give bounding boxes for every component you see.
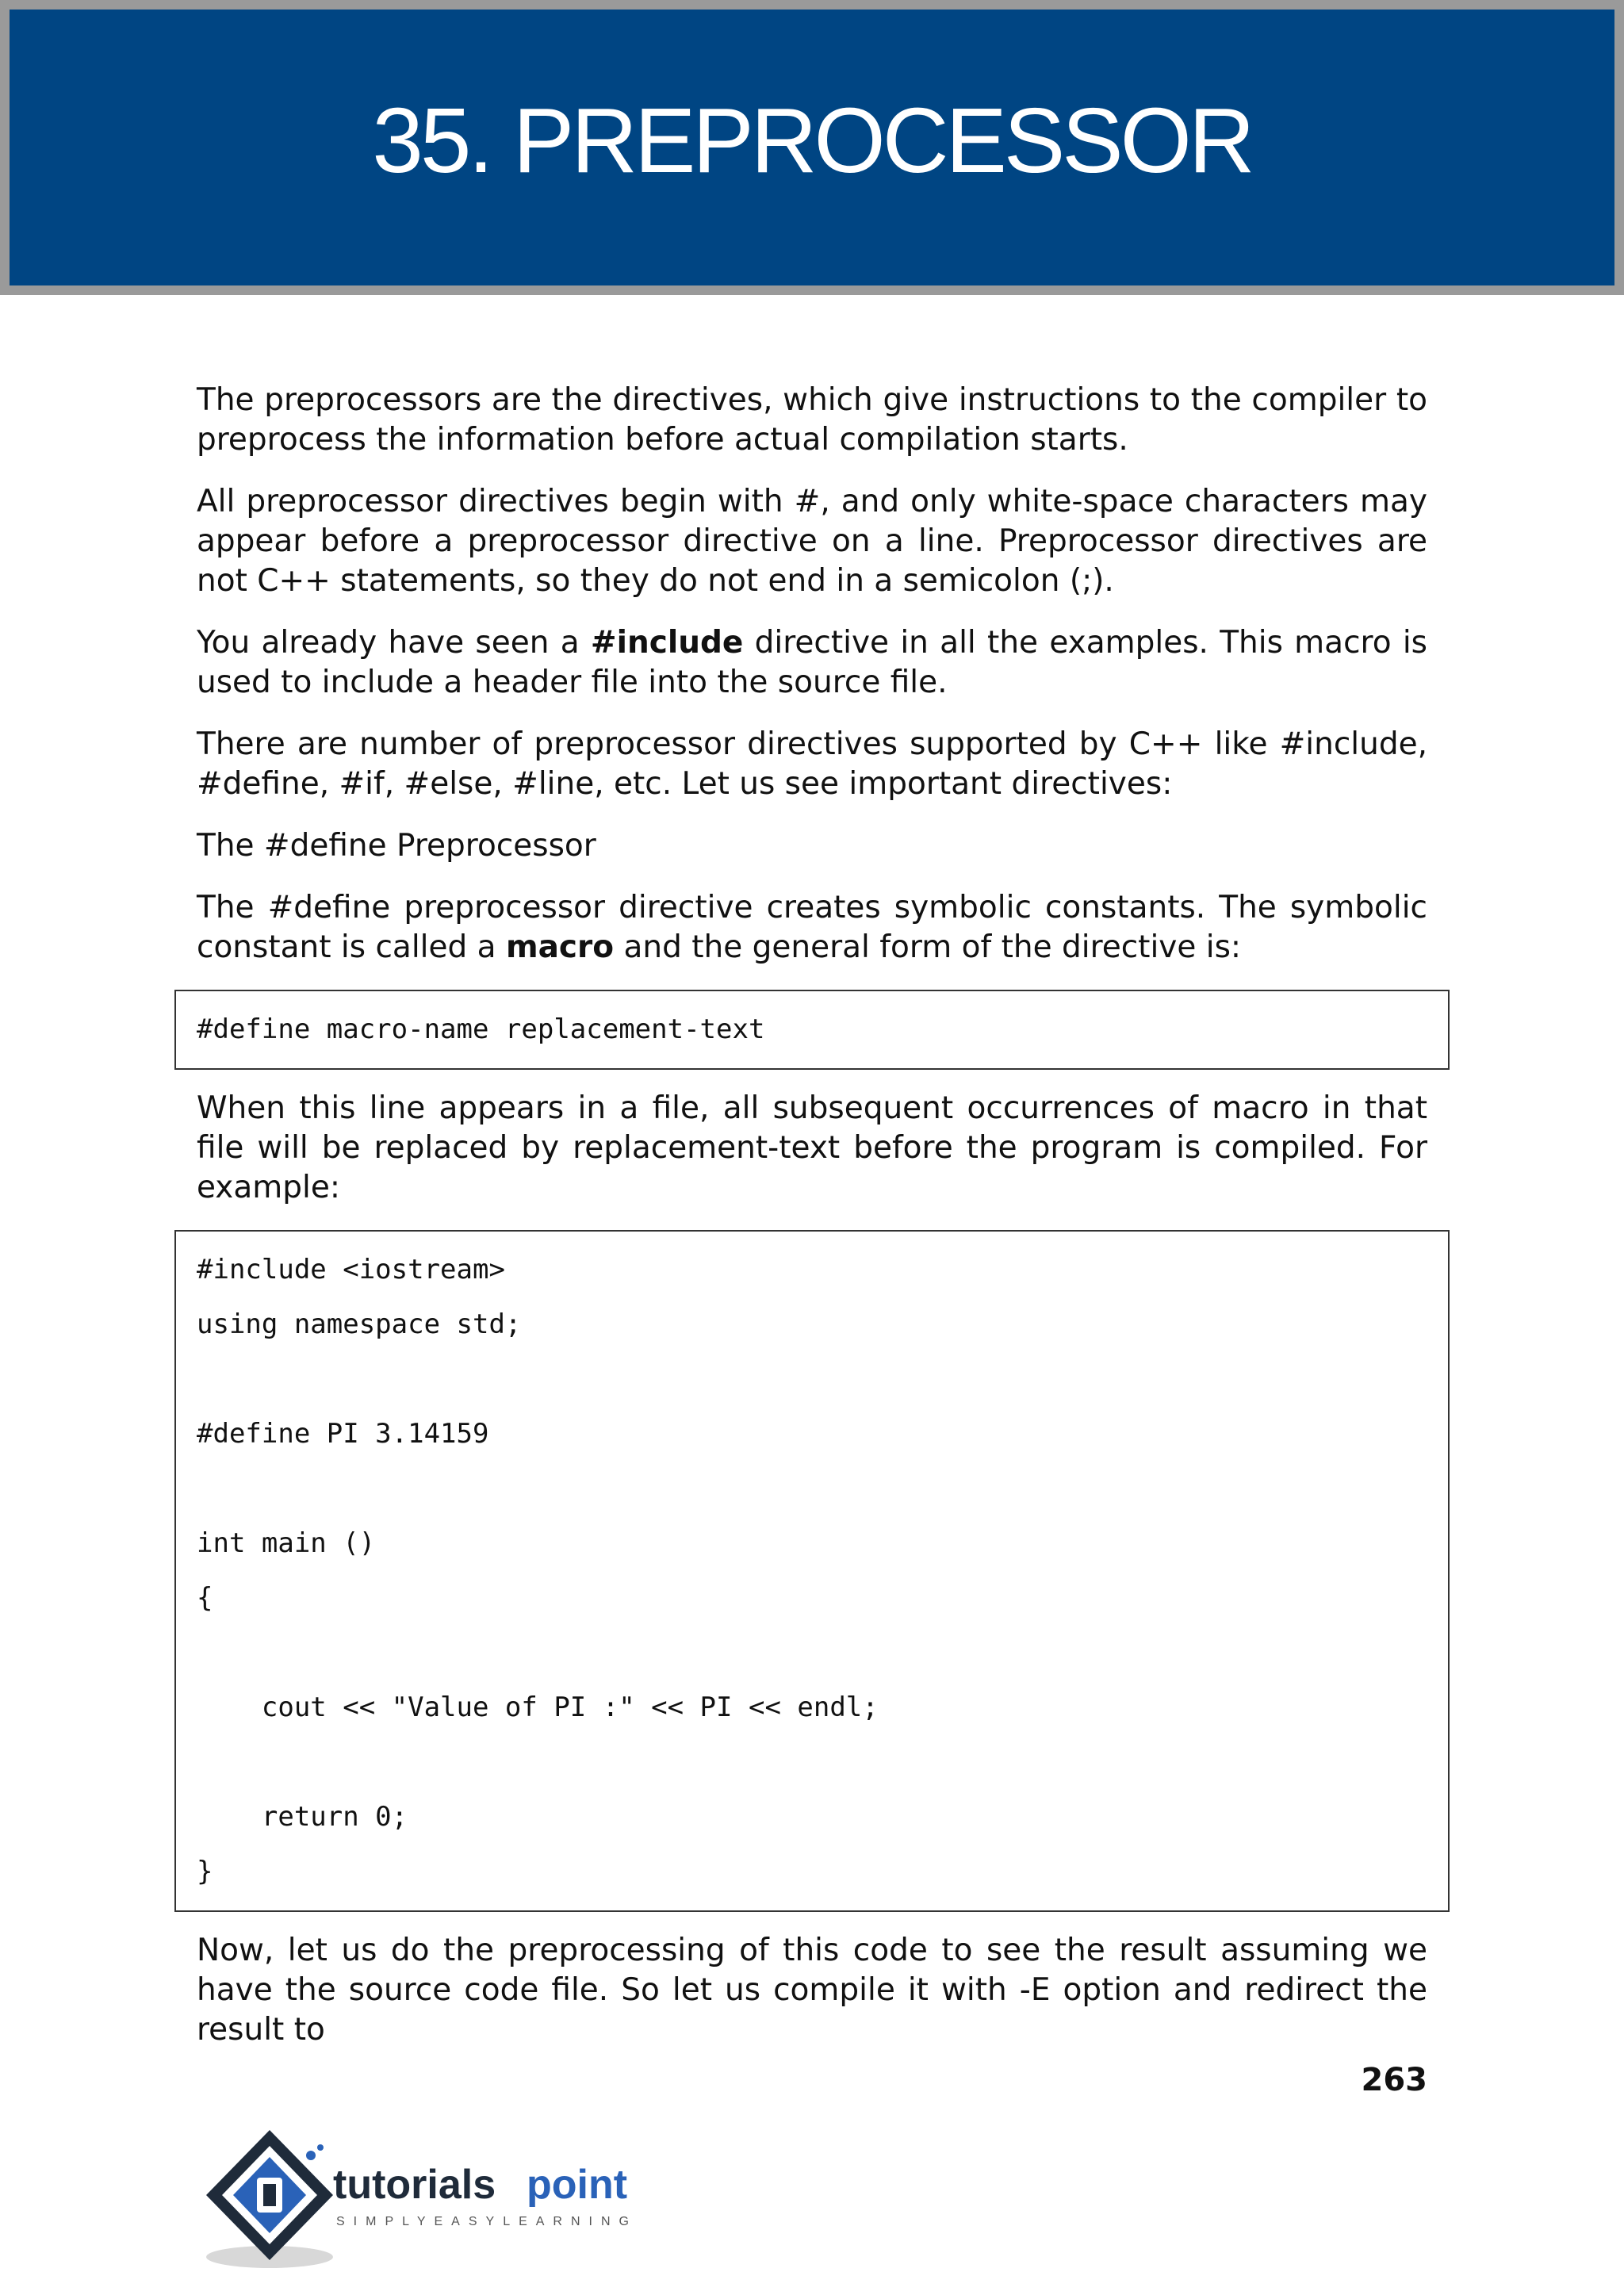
paragraph-preprocessing: Now, let us do the preprocessing of this code to see the result assuming we have the source code file. So let us compile it with -E option and redirect the result to — [197, 1933, 1427, 2048]
bold-macro: macro — [505, 929, 615, 965]
page-content — [197, 381, 1427, 2072]
code-line: int main () — [197, 1527, 376, 1559]
text-span: directive in all the examples. This macro is used to include a header file into the source file. — [197, 625, 1427, 700]
code-line: } — [197, 1856, 213, 1887]
paragraph-intro: The preprocessors are the directives, which give instructions to the compiler to preprocess the information before actual compilation starts. — [197, 382, 1427, 458]
chapter-title: 35. PREPROCESSOR — [372, 89, 1252, 192]
paragraph-directives: All preprocessor directives begin with #, and only white-space characters may appear before a preprocessor directive on a line. Preprocessor directives are not C++ statements, so they do not end in a semicolon (;). — [197, 484, 1427, 599]
text-span: You already have seen a — [197, 625, 591, 661]
logo-word-point: point — [527, 2162, 628, 2208]
paragraph-list: There are number of preprocessor directives supported by C++ like #include, #define, #if, #else, #line, etc. Let us see important directives: — [197, 726, 1427, 802]
code-block-example — [174, 1230, 1450, 1912]
code-line: #define macro-name replacement-text — [197, 1013, 765, 1045]
paragraph-include — [197, 623, 1427, 703]
bold-include: #include — [590, 625, 744, 661]
tutorialspoint-logo — [193, 2122, 685, 2281]
page-number: 263 — [1361, 2062, 1427, 2098]
logo-tagline: SIMPLYEASYLEARNING — [336, 2215, 638, 2228]
code-blank-line — [197, 1462, 1427, 1516]
code-line: #define PI 3.14159 — [197, 1418, 489, 1450]
header-banner — [0, 0, 1624, 295]
code-block-define-syntax — [174, 990, 1450, 1070]
paragraph-replacement: When this line appears in a file, all subsequent occurrences of macro in that file will be replaced by replacement-text before the program is compiled. For example: — [197, 1090, 1427, 1205]
code-blank-line — [197, 1626, 1427, 1680]
text-span: and the general form of the directive is: — [614, 929, 1242, 965]
code-blank-line — [197, 1352, 1427, 1407]
code-blank-line — [197, 1735, 1427, 1790]
code-line: { — [197, 1582, 213, 1614]
code-line: return 0; — [197, 1801, 408, 1833]
code-line: using namespace std; — [197, 1308, 522, 1340]
paragraph-define — [197, 888, 1427, 967]
code-line: cout << "Value of PI :" << PI << endl; — [197, 1692, 879, 1723]
text-span: The #define preprocessor directive creates symbolic constants. The symbolic constant is called a — [197, 890, 1427, 965]
header-banner-inner — [10, 10, 1614, 285]
logo-word-tutorials: tutorials — [333, 2162, 496, 2208]
code-line: #include <iostream> — [197, 1254, 505, 1285]
section-heading: The #define Preprocessor — [197, 828, 596, 864]
